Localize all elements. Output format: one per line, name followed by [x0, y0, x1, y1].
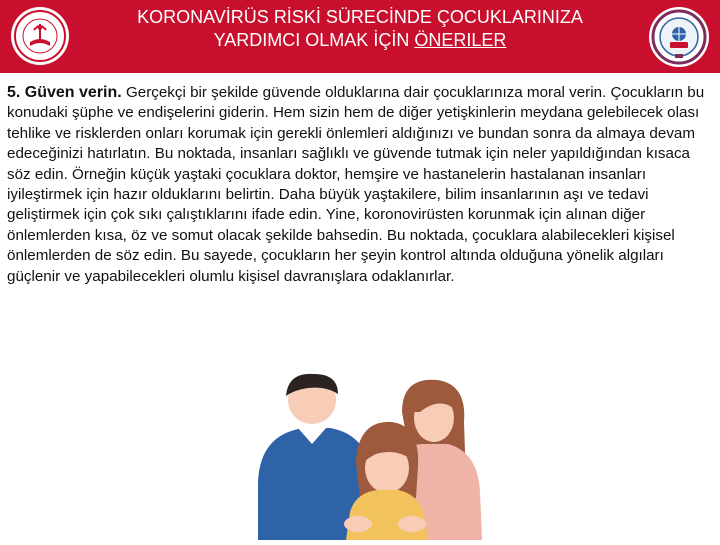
lead-heading: 5. Güven verin. [7, 84, 122, 101]
institution-seal-icon [648, 6, 710, 68]
title-line-1: KORONAVİRÜS RİSKİ SÜRECİNDE ÇOCUKLARINIZA [137, 7, 583, 27]
ministry-seal-icon [10, 6, 70, 66]
title-line-2-plain: YARDIMCI OLMAK İÇİN [213, 30, 415, 50]
paragraph-text: Gerçekçi bir şekilde güvende olduklarına dair çocuklarınıza moral verin. Çocukların bu konudaki şüphe ve endişelerini giderin. Hem sizin hem de diğer yetişkinlerin meydana gelebilecek olası tehlike ve risklerden onları korumak için gerekli önlemleri aldığınızı ve bundan sonra da almaya devam edeceğinizi hatırlatın. Bu noktada, insanları sağlıklı ve güvende tutmak için neler yapıldığından kısaca söz edin. Örneğin küçük yaştaki çocuklara doktor, hemşire ve hastanelerin hastalanan insanları iyileştirmek için hazır olduklarını belirtin. Daha büyük yaştakilere, bilim insanlarının aşı ve tedavi geliştirmek için çok sıkı çalıştıklarını ifade edin. Yine, koronovirüsten korunmak için alınan diğer önlemlerden kısa, öz ve somut olacak şekilde bahsedin. Bu noktada, çocuklara alabilecekleri kişisel önlemlerden de söz edin. Bu sayede, çocukların her şeyin kontrol altında olduğuna yönelik algıları güçlenir ve yapabilecekleri olumlu kişisel davranışlara odaklanırlar. [7, 84, 705, 285]
title-line-2 [90, 29, 630, 52]
page-title [90, 6, 630, 52]
family-hug-illustration [252, 372, 484, 540]
header-banner [0, 0, 720, 73]
title-line-2-underlined: ÖNERILER [414, 30, 507, 50]
main-paragraph [7, 83, 715, 287]
